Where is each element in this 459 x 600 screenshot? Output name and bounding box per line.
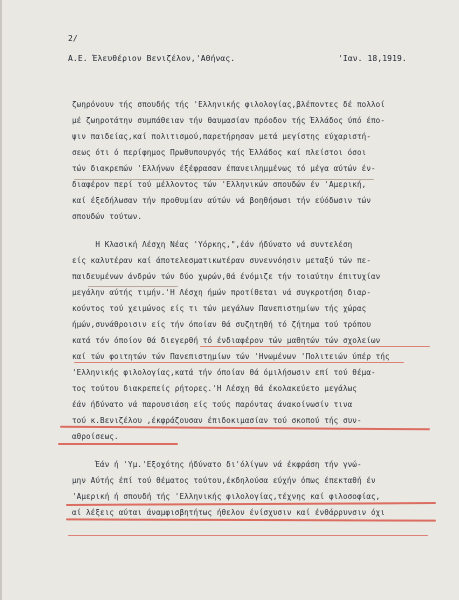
body-line: διαφέρον περί τού μέλλοντος τών 'Ελληνικών σπουδών έν 'Αμερική,: [72, 180, 367, 189]
body-line: σπουδών τούτων.: [72, 212, 143, 221]
body-line: καί έξεδήλωσαν τήν προθυμίαν αύτών νά βοηθήσωσι τήν εύόδωσιν τών: [72, 196, 371, 205]
body-line: αθροίσεως.: [72, 432, 119, 441]
body-line: μεγάλην αύτής τιμήν.'Η Λέσχη ήμών προτίθεται νά συγκροτήση διαρ-: [72, 288, 371, 297]
red-underline: [58, 443, 178, 445]
red-underline: [60, 426, 430, 430]
body-line: κατά τόν όποίον θά διεγερθή τό ένδιαφέρον τών μαθητών τών σχολείων: [72, 336, 381, 345]
body-line: είς καλυτέραν καί άποτελεσματικωτέραν συνεννόησιν μεταξύ τών πε-: [72, 256, 371, 265]
body-line: τών διακρεπών 'Ελλήνων έξέφρασαν έπανειλημμένως τό μέγα αύτών έν-: [72, 164, 376, 173]
red-underline: [74, 362, 404, 363]
pencil-underline: [74, 179, 374, 180]
body-line: Η Κλασική Λέσχη Νέας 'Υόρκης,",έάν ήδύνατο νά συντελέση: [72, 240, 353, 249]
red-underline: [200, 346, 430, 347]
red-underline: [66, 502, 436, 505]
red-underline: [68, 535, 428, 536]
body-line: τού κ.Βενιζέλου ,έκφράζουσαν έπιδοκιμασίαν τού σκοπού τής συν-: [72, 416, 362, 425]
body-line: κούντος τού χειμώνος είς τι τών μεγάλων Πανεπιστημίων τής χώρας: [72, 304, 367, 313]
page-edge: [0, 0, 2, 600]
body-line: Έάν ή 'Υμ.'Εξοχότης ήδύνατο δι'όλίγων νά έκφράση τήν γνώ-: [72, 460, 362, 469]
addressee-line: Α.Ε. Έλευθέριον Βενιζέλον,'Αθήνας.: [68, 54, 236, 63]
body-line: μην Αύτής έπί τού θέματος τούτου,έκδηλούσα εύχήν όπως έπεκταθή έν: [72, 476, 376, 485]
body-line: μέ ζωηροτάτην συμπάθειαν τήν θαυμασίαν πρόοδον τής Έλλάδος ύπό έπο-: [72, 116, 386, 125]
body-line: έάν ήδύνατο νά παρουσιάση είς τούς παρόντας άνακοίνωσίν τινα: [72, 400, 353, 409]
body-line: ζωηρόνουν τής σπουδής τής 'Ελληνικής φιλολογίας,βλέποντες δέ πολλοί: [72, 100, 386, 109]
body-line: 'Ελληνικής φιλολογίας,κατά τήν όποίαν θά όμιλήσωσιν επί τού θέμα-: [72, 368, 376, 377]
red-underline: [66, 518, 436, 521]
pencil-underline: [88, 286, 178, 287]
page-number: 2/: [68, 34, 78, 43]
body-line: ήμών,συνάθροισιν είς τήν όποίαν θά συζητηθή τό ζήτημα τού τρόπου: [72, 320, 371, 329]
body-line: τος τούτου διακρεπείς ρήτορες.'Η Λέσχη θά έκολακεύετο μεγάλως: [72, 384, 357, 393]
body-line: καί τών φοιτητών τών Πανεπιστημίων τών 'Ηνωμένων 'Πολιτειών ύπέρ τής: [72, 352, 390, 361]
body-line: σεως ότι ό περίφημος Πρωθυπουργός τής Έλλάδος καί πλείστοι όσοι: [72, 148, 367, 157]
letter-date: 'Ιαν. 18,1919.: [338, 54, 407, 63]
body-line: αί λέξεις αύται άναμφισβητήτως ήθελον ένίσχυσιν καί ένθάρρυνσιν όχι: [72, 508, 386, 517]
body-line: 'Αμερική ή σπουδή τής 'Ελληνικής φιλολογίας,τέχνης καί φιλοσοφίας,: [72, 492, 381, 501]
body-line: ψιν παιδείας,καί πολιτισμού,παρετήρησαν μετά μεγίστης εύχαριστή-: [72, 132, 371, 141]
body-line: παιδευμένων άνδρών τών δύο χωρών,θά ένόμιζε τήν τοιαύτην έπιτυχίαν: [72, 272, 381, 281]
